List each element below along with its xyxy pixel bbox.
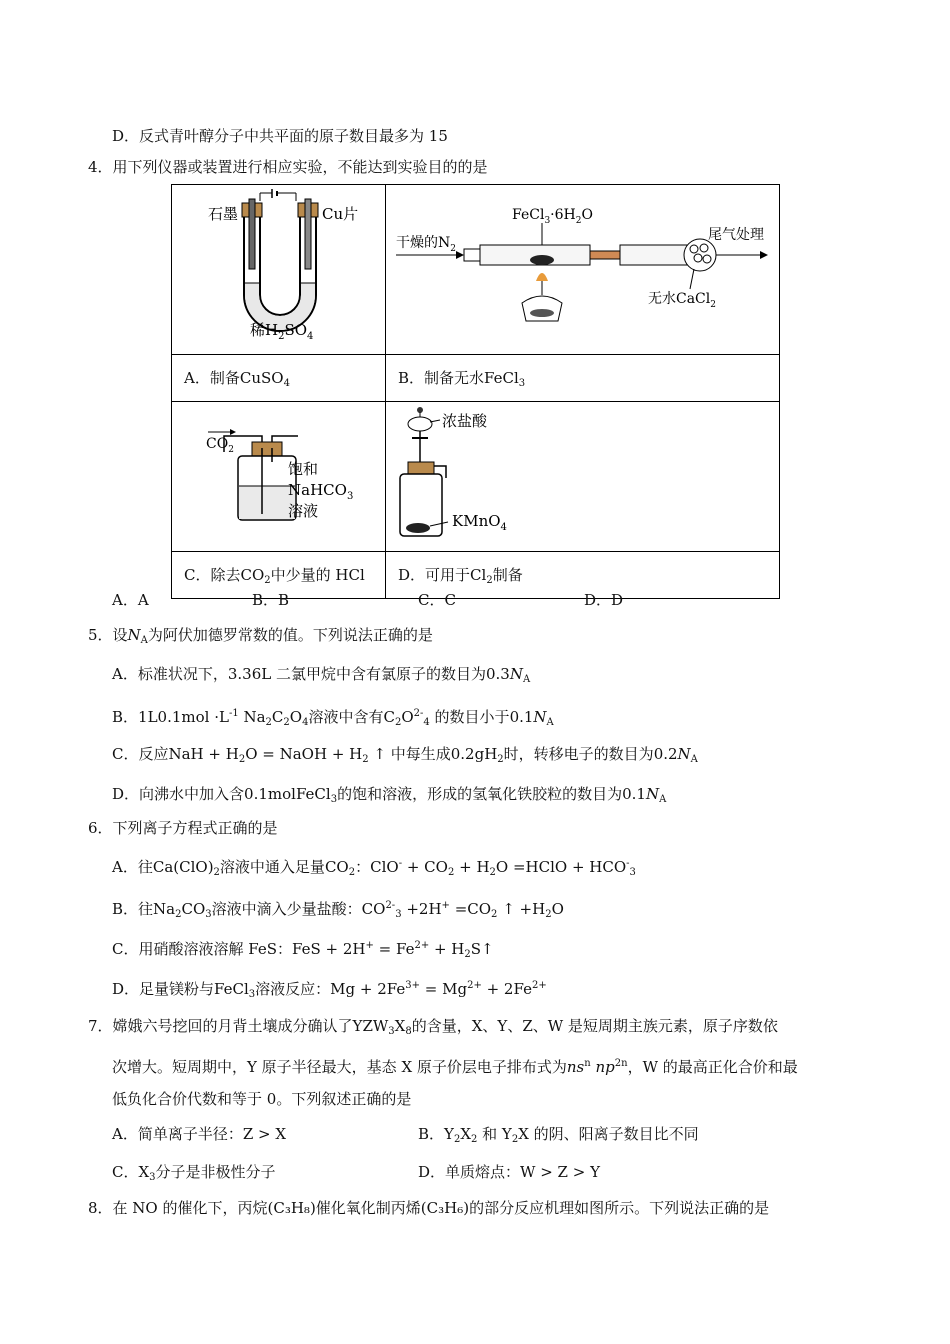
figure-c-washing-bottle — [172, 402, 386, 552]
caption-b: B．制备无水FeCl$_3$ — [386, 355, 780, 402]
q4-answer-b: B．B — [252, 591, 290, 609]
tube-furnace-diagram — [386, 185, 780, 350]
figure-a-electrolysis — [172, 185, 386, 355]
cu-label: Cu片 — [322, 205, 359, 223]
q8-stem: 8．在 NO 的催化下，丙烷(C₃H₈)催化氧化制丙烯(C₃H₆)的部分反应机理如图所示。下列说法正确的是 — [88, 1199, 770, 1217]
q5-option-a: A．标准状况下，3.36L 二氯甲烷中含有氯原子的数目为$0.3N_A$ — [112, 665, 531, 685]
q4-answer-a: A．A — [112, 591, 149, 609]
q7-option-d: D．单质熔点：W > Z > Y — [418, 1163, 600, 1181]
caption-a: A．制备CuSO$_4$ — [172, 355, 386, 402]
q6-stem: 6．下列离子方程式正确的是 — [88, 819, 278, 837]
q7-stem-line1: 7．嫦娥六号挖回的月背土壤成分确认了$YZW_3X_8$的含量，X、Y、Z、W 是短周期主族元素，原子序数依 — [88, 1017, 778, 1037]
q6-option-c: C．用硝酸溶液溶解 FeS：FeS + $2H^+ = Fe^{2+}$ + $H_2S↑$ — [112, 940, 494, 960]
conc-hcl-label: 浓盐酸 — [442, 412, 488, 430]
gas-washing-bottle-diagram — [172, 402, 386, 547]
chlorine-generator-diagram — [386, 402, 780, 547]
q4-stem: 4．用下列仪器或装置进行相应实验，不能达到实验目的的是 — [88, 158, 488, 176]
dry-n2-label: 干燥的$N_2$ — [396, 235, 456, 254]
q4-answer-d: D．D — [584, 591, 624, 609]
q7-option-a: A．简单离子半径：Z > X — [112, 1125, 287, 1143]
q7-stem-line2: 次增大。短周期中，Y 原子半径最大，基态 X 原子价层电子排布式为$ns^n$ $np^{2n}$，W 的最高正化合价和最 — [112, 1058, 798, 1076]
q3-option-d: D．反式青叶醇分子中共平面的原子数目最多为 15 — [112, 127, 448, 145]
q6-option-b: B．往$Na_2CO_3$溶液中滴入少量盐酸：$CO^{2-}_3 +2H^+ =CO_2$ ↑ $+H_2O$ — [112, 900, 564, 920]
graphite-label: 石墨 — [208, 205, 239, 223]
caption-d: D．可用于$Cl_2$制备 — [386, 552, 780, 599]
q5-stem: 5．设$N_A$为阿伏加德罗常数的值。下列说法正确的是 — [88, 626, 433, 646]
q5-option-c: C．反应NaH + $H_2O$ = NaOH + $H_2$ ↑ 中每生成$0.2gH_2$时，转移电子的数目为$0.2N_A$ — [112, 745, 698, 765]
q5-option-b: B．$1L0.1mol \cdot L^{-1}$ $Na_2C_2O_4$溶液中含有$C_2O^{2-}_4$ 的数目小于$0.1N_A$ — [112, 708, 554, 728]
q7-stem-line3: 低负化合价代数和等于 0。下列叙述正确的是 — [112, 1090, 412, 1108]
q4-answer-c: C．C — [418, 591, 456, 609]
q7-option-c: C．$X_3$分子是非极性分子 — [112, 1163, 276, 1183]
figure-b-dehydration — [386, 185, 780, 355]
kmno4-label: KMnO$_4$ — [452, 512, 507, 533]
acid-label: 稀$H_2SO_4$ — [250, 321, 314, 342]
q6-option-a: A．往$Ca(ClO)_2$溶液中通入足量$CO_2$：$ClO^- + CO_2 + H_2O$ =HClO + $HCO^-_3$ — [112, 858, 636, 878]
q4-apparatus-table — [171, 184, 780, 599]
q6-option-d: D．足量镁粉与FeCl$_3$溶液反应：$Mg + 2Fe^{3+} = Mg^{2+} + 2Fe^{2+}$ — [112, 980, 547, 1000]
tail-gas-label: 尾气处理 — [708, 227, 764, 243]
q7-option-b: B．$Y_2X_2$ 和 $Y_2X$ 的阴、阳离子数目比不同 — [418, 1125, 699, 1145]
solution-label: 溶液 — [288, 502, 319, 520]
fecl3-hydrate-label: $FeCl_3\cdot 6H_2O$ — [512, 207, 593, 226]
saturated-label: 饱和 — [288, 460, 319, 478]
u-tube-cell-diagram — [172, 185, 386, 350]
q5-option-d: D．向沸水中加入含0.1molFeCl$_3$的饱和溶液，形成的氢氧化铁胶粒的数目为$0.1N_A$ — [112, 785, 667, 805]
caption-c: C．除去$CO_2$中少量的 HCl — [172, 552, 386, 599]
cacl2-label: 无水CaCl$_2$ — [648, 291, 716, 310]
co2-label: $CO_2$ — [206, 436, 234, 455]
nahco3-label: NaHCO$_3$ — [288, 481, 354, 502]
figure-d-chlorine-generator — [386, 402, 780, 552]
